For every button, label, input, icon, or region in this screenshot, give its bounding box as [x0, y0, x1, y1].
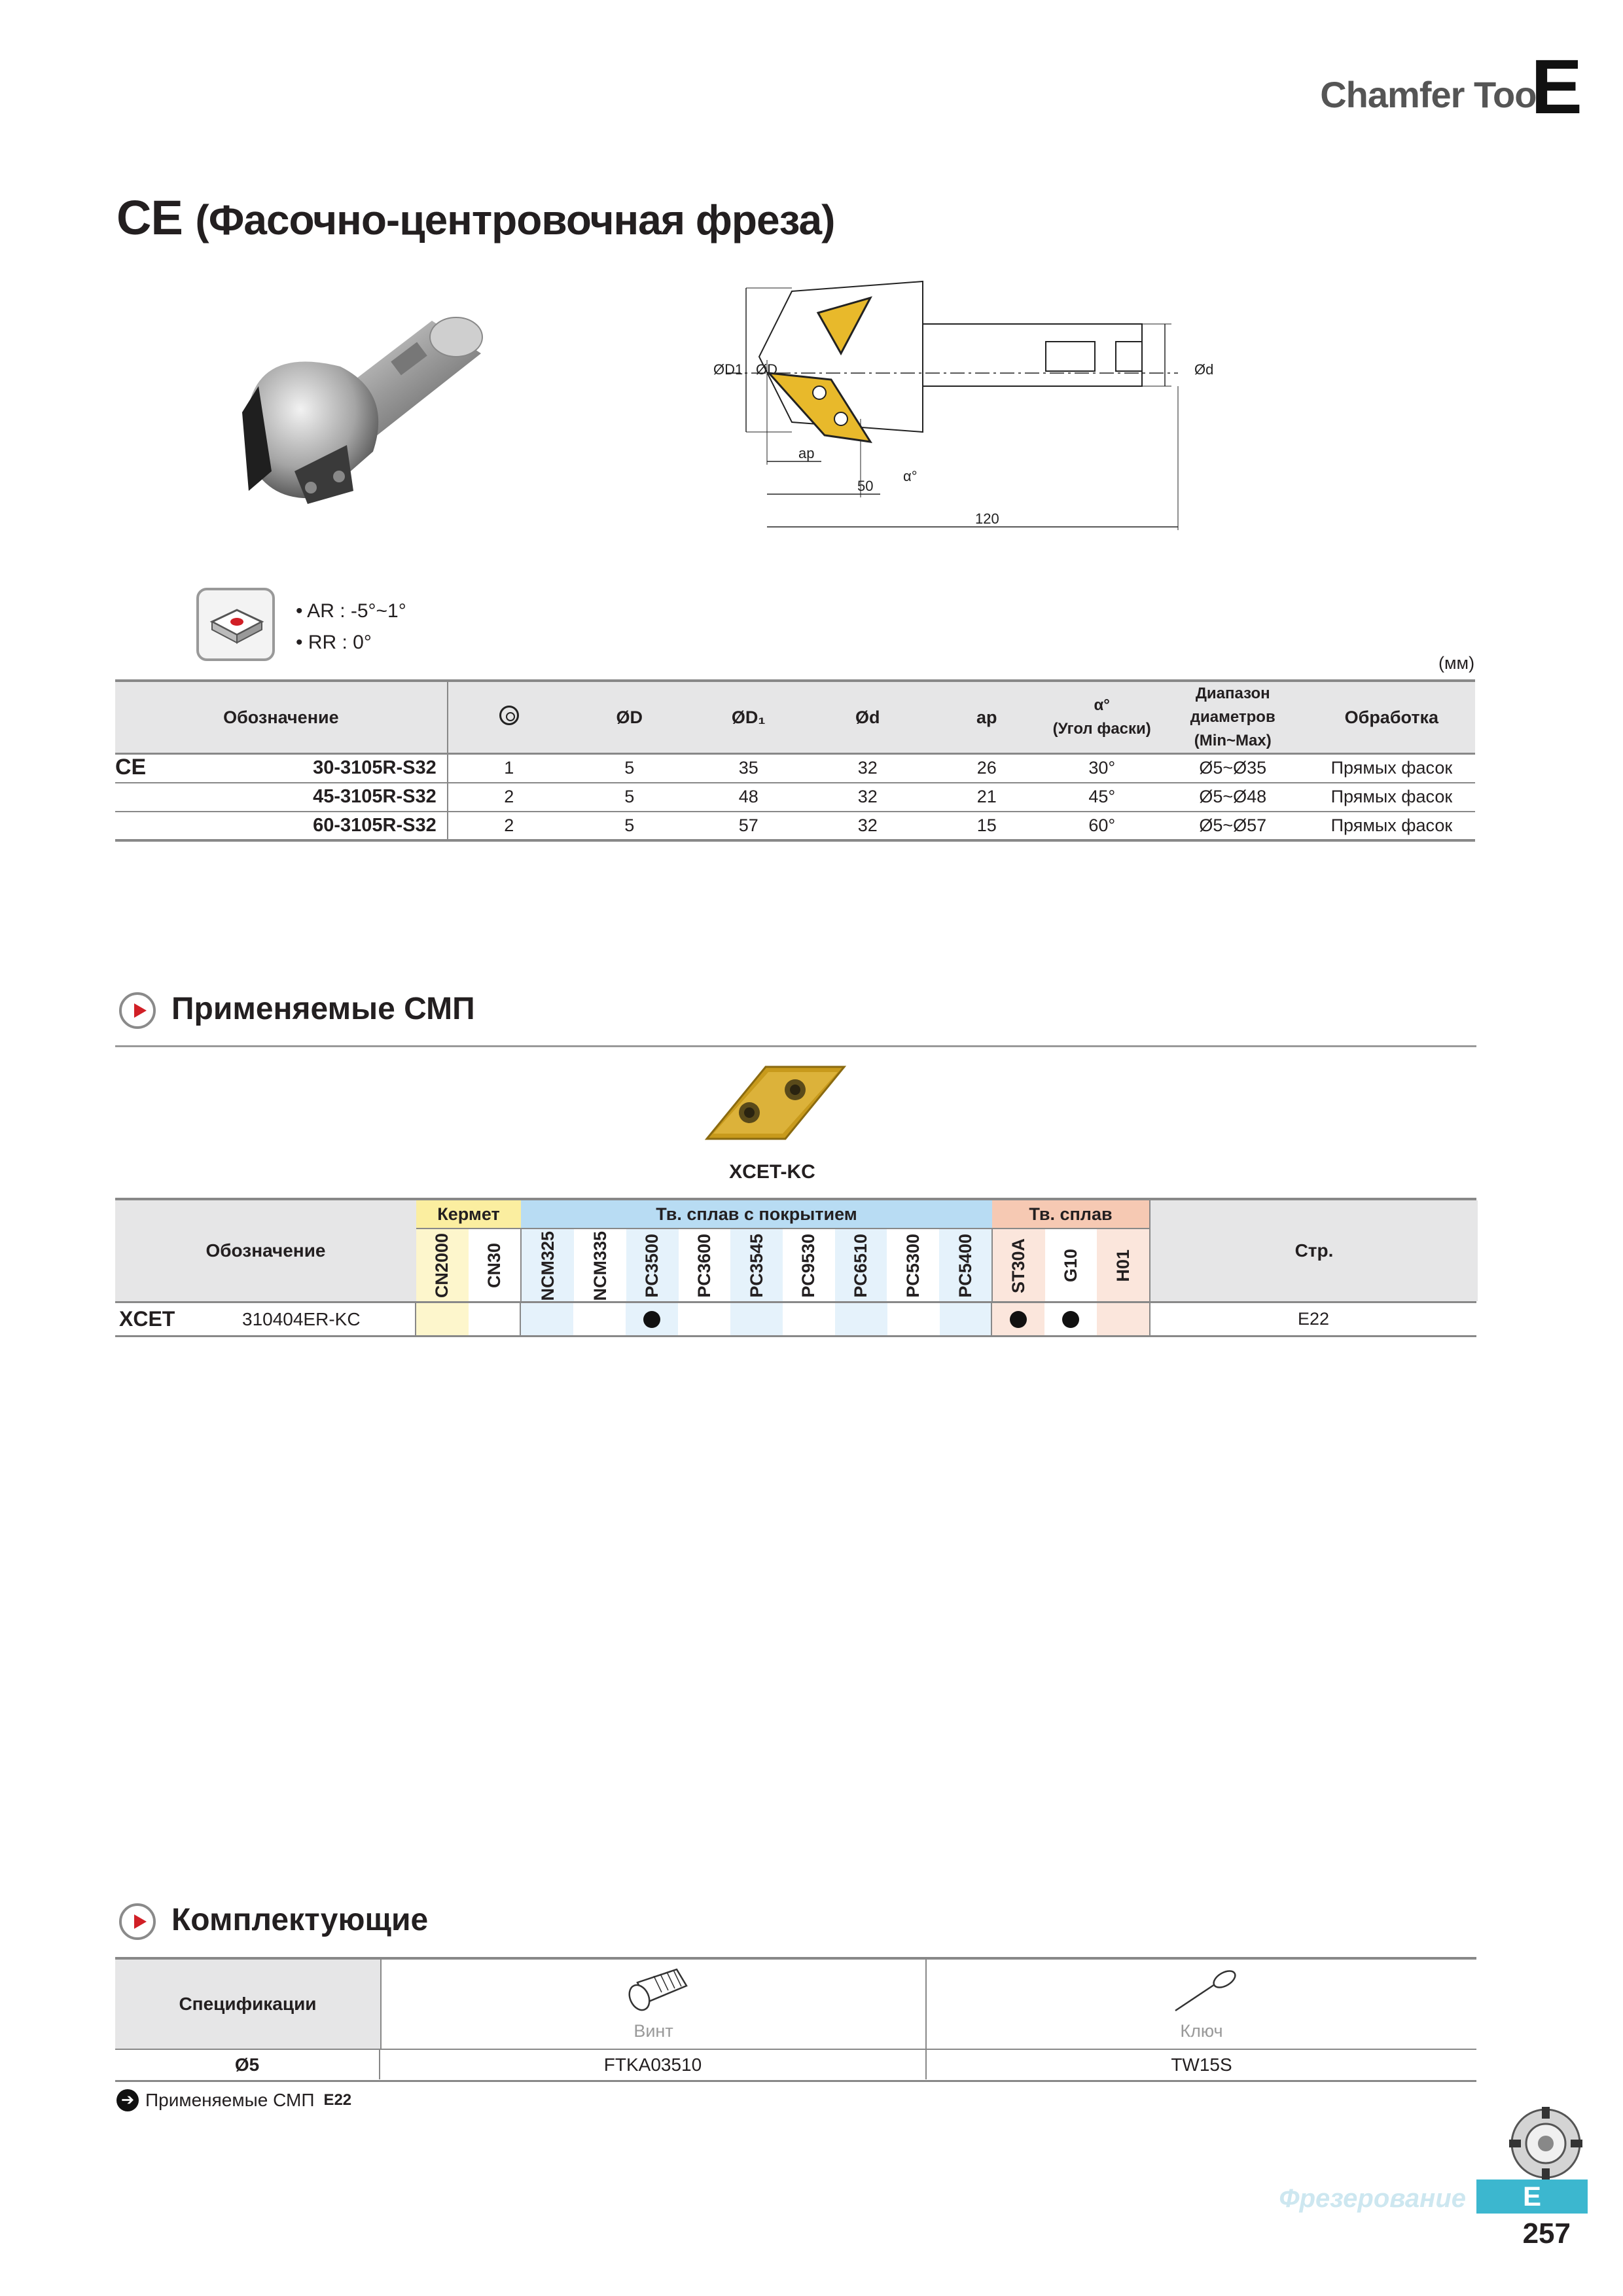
parts-section-title: Комплектующие	[171, 1903, 429, 1937]
row-d: 32	[857, 787, 878, 806]
group-cermet: Кермет	[416, 1200, 521, 1228]
grade-ncm335: NCM335	[590, 1230, 610, 1301]
label-D: ØD	[756, 361, 777, 378]
grade-cn2000: CN2000	[416, 1229, 469, 1302]
row-code: 45-3105R-S32	[240, 783, 448, 812]
grade-pc5400: PC5400	[939, 1229, 993, 1302]
row-angle: 30°	[1088, 758, 1116, 778]
group-ce: CE	[115, 755, 147, 780]
col-d: Ød	[855, 707, 880, 727]
row-processing: Прямых фасок	[1330, 787, 1453, 806]
row-code: 30-3105R-S32	[240, 754, 448, 783]
row-D: 5	[624, 758, 635, 778]
parts-row-key: TW15S	[1171, 2054, 1232, 2075]
key-label: Ключ	[1180, 2021, 1223, 2041]
grade-g10: G10	[1060, 1249, 1080, 1283]
inserts-row-code: 310404ER-KC	[240, 1303, 416, 1335]
label-D1: ØD1	[713, 361, 743, 378]
milling-cutter-icon	[1507, 2104, 1585, 2183]
col-angle	[1046, 681, 1158, 754]
footnote[interactable]	[116, 2089, 351, 2111]
inserts-col-page: Стр.	[1149, 1200, 1478, 1301]
row-range: Ø5~Ø35	[1199, 758, 1267, 778]
footer-tab: E	[1476, 2179, 1588, 2214]
row-ap: 26	[976, 758, 997, 778]
col-inserts	[448, 681, 570, 754]
row-processing: Прямых фасок	[1330, 815, 1453, 835]
row-range: Ø5~Ø57	[1199, 815, 1267, 835]
grade-pc3545: PC3545	[730, 1229, 783, 1302]
chapter-title: Chamfer Tool	[1320, 74, 1546, 115]
label-50: 50	[857, 478, 874, 494]
row-code: 60-3105R-S32	[240, 812, 448, 840]
screw-label: Винт	[633, 2021, 673, 2041]
grade-pc6510: PC6510	[835, 1229, 887, 1302]
row-D1: 57	[738, 815, 758, 835]
col-D1: ØD₁	[731, 707, 766, 727]
angle-rr: • RR : 0°	[296, 632, 372, 653]
grade-st30a: ST30A	[993, 1229, 1045, 1302]
specs-header-row	[115, 681, 1475, 754]
section-divider	[115, 1045, 1476, 1047]
row-range: Ø5~Ø48	[1199, 787, 1267, 806]
row-D1: 48	[738, 787, 758, 806]
table-row	[115, 812, 1475, 840]
insert-shape-icon	[196, 588, 275, 661]
row-D: 5	[624, 787, 635, 806]
parts-col-screw	[380, 1960, 927, 2049]
group-coated: Тв. сплав с покрытием	[521, 1200, 992, 1228]
table-row	[115, 783, 1475, 812]
row-angle: 45°	[1088, 787, 1116, 806]
title-name: (Фасочно-центровочная фреза)	[195, 196, 835, 243]
angle-ar: • AR : -5°~1°	[296, 600, 406, 622]
row-d: 32	[857, 758, 878, 778]
inserts-table	[115, 1198, 1476, 1337]
insert-image	[700, 1060, 851, 1145]
page-number: 257	[1522, 2217, 1571, 2250]
availability-dot-st30a	[1010, 1311, 1027, 1328]
availability-dot-pc3500	[643, 1311, 660, 1328]
row-D: 5	[624, 815, 635, 835]
col-designation: Обозначение	[115, 681, 448, 754]
row-angle: 60°	[1088, 815, 1116, 835]
row-ap: 21	[976, 787, 997, 806]
grade-pc3500: PC3500	[626, 1229, 679, 1302]
row-ap: 15	[976, 815, 997, 835]
title-code: CE	[116, 190, 183, 245]
inserts-section-title: Применяемые СМП	[171, 992, 475, 1026]
parts-row-screw: FTKA03510	[380, 2050, 927, 2079]
row-D1: 35	[738, 758, 758, 778]
inserts-row-type: XCET	[119, 1307, 175, 1331]
label-alpha: α°	[903, 468, 918, 484]
row-inserts: 1	[504, 758, 514, 778]
availability-dot-g10	[1062, 1311, 1079, 1328]
parts-col-spec: Спецификации	[115, 1960, 382, 2049]
arrow-circle-icon: ➔	[116, 2089, 139, 2111]
col-range-caption: Диапазон диаметров	[1190, 685, 1275, 726]
tool-photo	[223, 308, 484, 517]
col-range-minmax: (Min~Max)	[1194, 732, 1272, 749]
grade-pc9530: PC9530	[798, 1234, 819, 1298]
section-bullet-icon	[119, 1903, 156, 1940]
row-d: 32	[857, 815, 878, 835]
col-D: ØD	[616, 707, 643, 727]
specs-table	[115, 679, 1475, 842]
grade-cn30: CN30	[469, 1229, 522, 1302]
key-icon	[1169, 1966, 1241, 2015]
footnote-ref: E22	[323, 2091, 352, 2109]
page-title	[116, 190, 834, 245]
row-inserts: 2	[504, 815, 514, 835]
col-processing: Обработка	[1344, 707, 1439, 727]
label-120: 120	[975, 511, 999, 527]
footer-section: Фрезерование	[1279, 2184, 1466, 2213]
section-bullet-icon	[119, 992, 156, 1029]
parts-table	[115, 1957, 1476, 2082]
group-carbide: Тв. сплав	[992, 1200, 1149, 1228]
parts-row	[115, 2049, 1476, 2079]
inserts-col-designation: Обозначение	[115, 1200, 418, 1301]
insert-count-icon	[499, 706, 519, 725]
col-angle-caption: (Угол фаски)	[1052, 720, 1151, 738]
insert-angles	[296, 596, 406, 658]
col-angle-symbol: α°	[1094, 696, 1110, 714]
chapter-letter: E	[1531, 44, 1582, 130]
row-inserts: 2	[504, 787, 514, 806]
parts-row-spec: Ø5	[115, 2050, 380, 2079]
col-range	[1158, 681, 1308, 754]
grade-pc5300: PC5300	[902, 1234, 923, 1298]
label-d: Ød	[1194, 361, 1214, 378]
inserts-row	[115, 1301, 1476, 1335]
footnote-text: Применяемые СМП	[145, 2090, 315, 2110]
inserts-row-page: E22	[1149, 1303, 1476, 1335]
grade-h01: H01	[1097, 1229, 1149, 1302]
grade-header-row	[416, 1228, 1149, 1302]
units-label: (мм)	[1438, 653, 1475, 673]
grade-ncm325: NCM325	[522, 1229, 574, 1302]
col-ap: ap	[976, 707, 997, 727]
grade-pc3600: PC3600	[694, 1234, 714, 1298]
table-row	[115, 754, 1475, 783]
label-ap: ap	[798, 445, 815, 461]
technical-drawing	[707, 268, 1263, 556]
screw-icon	[621, 1966, 693, 2015]
insert-name: XCET-KC	[729, 1161, 815, 1183]
parts-col-key	[927, 1960, 1476, 2049]
row-processing: Прямых фасок	[1330, 758, 1453, 778]
